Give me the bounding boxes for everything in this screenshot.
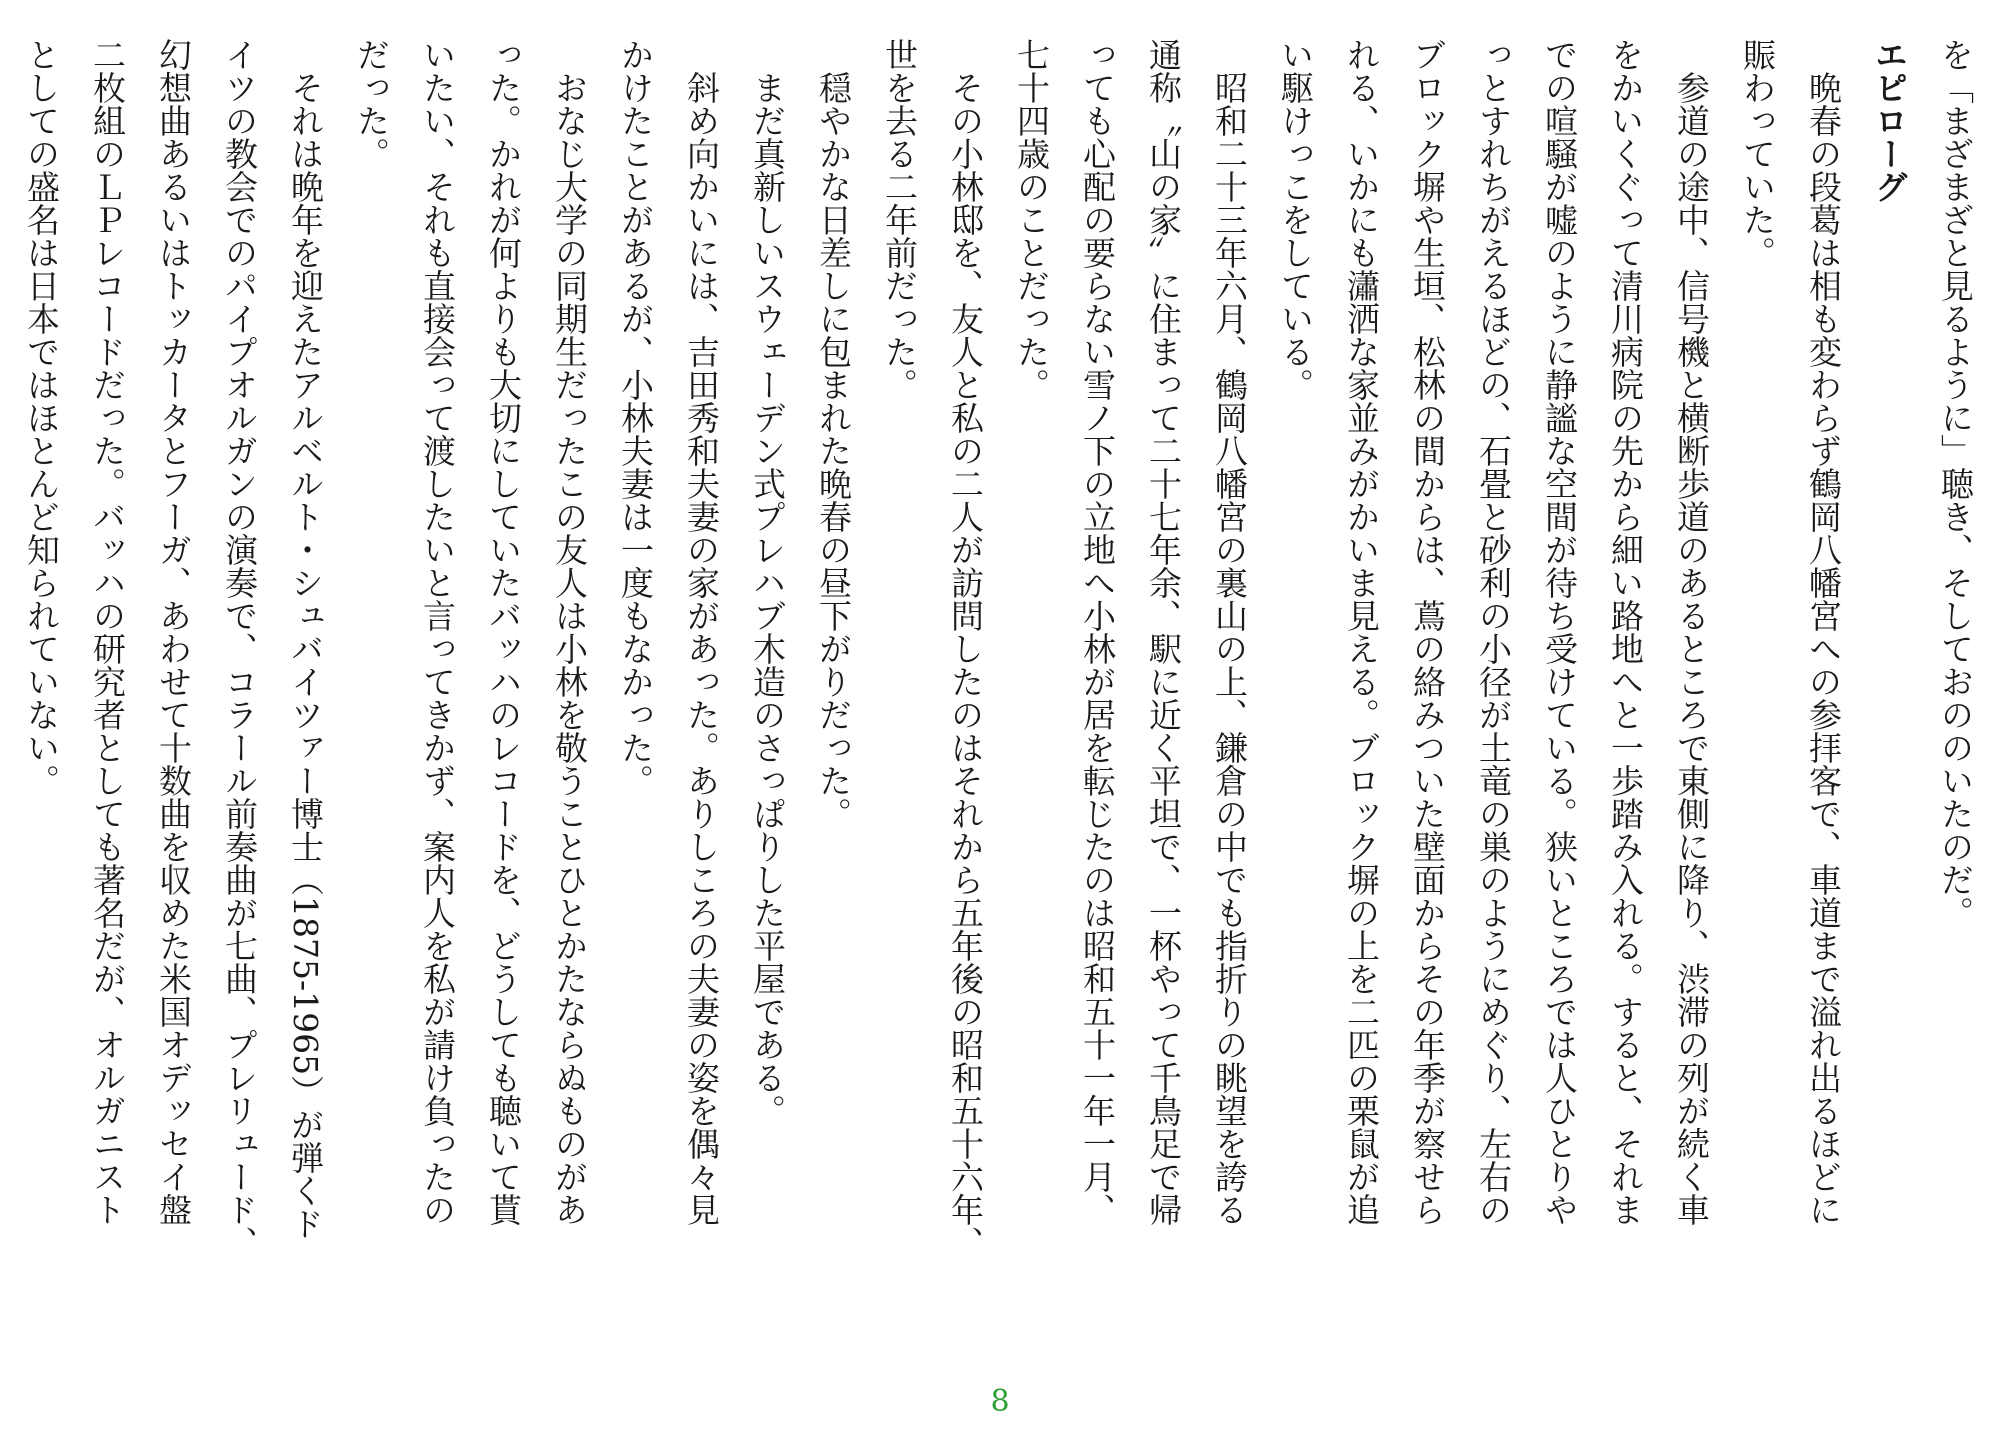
text-line: それは晩年を迎えたアルベルト・シュバイツァー博士（1875-1965）が弾くド <box>286 38 325 1241</box>
text-line: いたい、それも直接会って渡したいと言ってきかず、案内人を私が請け負ったの <box>418 38 457 1226</box>
text-line: った。かれが何よりも大切にしていたバッハのレコードを、どうしても聴いて貰 <box>484 38 523 1226</box>
text-line: っとすれちがえるほどの、石畳と砂利の小径が土竜の巣のようにめぐり、左右の <box>1474 38 1513 1226</box>
text-line: 穏やかな日差しに包まれた晩春の昼下がりだった。 <box>814 38 853 830</box>
text-line: っても心配の要らない雪ノ下の立地へ小林が居を転じたのは昭和五十一年一月、 <box>1078 38 1117 1226</box>
text-line: 二枚組のＬＰレコードだった。バッハの研究者としても著名だが、オルガニスト <box>88 38 127 1226</box>
text-line: その小林邸を、友人と私の二人が訪問したのはそれから五年後の昭和五十六年、 <box>946 38 985 1259</box>
text-line: だった。 <box>352 38 391 170</box>
text-line: ブロック塀や生垣、松林の間からは、蔦の絡みついた壁面からその年季が察せら <box>1408 38 1447 1226</box>
text-line: での喧騒が嘘のように静謐な空間が待ち受けている。狭いところでは人ひとりや <box>1540 38 1579 1226</box>
text-line: 世を去る二年前だった。 <box>880 38 919 401</box>
text-line: 通称〝山の家〟に住まって二十七年余、駅に近く平坦で、一杯やって千鳥足で帰 <box>1144 38 1183 1226</box>
text-line: かけたことがあるが、小林夫妻は一度もなかった。 <box>616 38 655 797</box>
text-line: を「まざまざと見るように」聴き、そしておののいたのだ。 <box>1936 38 1975 929</box>
vertical-text-body <box>8 38 1988 1398</box>
text-line: 賑わっていた。 <box>1738 38 1777 269</box>
text-line: 晩春の段葛は相も変わらず鶴岡八幡宮への参拝客で、車道まで溢れ出るほどに <box>1804 38 1843 1226</box>
text-line: 七十四歳のことだった。 <box>1012 38 1051 401</box>
page-number: 8 <box>990 1384 1010 1419</box>
text-line: イツの教会でのパイプオルガンの演奏で、コラール前奏曲が七曲、プレリュード、 <box>220 38 259 1259</box>
section-heading: エピローグ <box>1870 38 1909 203</box>
text-line: 昭和二十三年六月、鶴岡八幡宮の裏山の上、鎌倉の中でも指折りの眺望を誇る <box>1210 38 1249 1226</box>
text-line: い駆けっこをしている。 <box>1276 38 1315 401</box>
text-line: 斜め向かいには、吉田秀和夫妻の家があった。ありしころの夫妻の姿を偶々見 <box>682 38 721 1226</box>
text-line: 幻想曲あるいはトッカータとフーガ、あわせて十数曲を収めた米国オデッセイ盤 <box>154 38 193 1226</box>
text-line: としての盛名は日本ではほとんど知られていない。 <box>22 38 61 797</box>
text-line: をかいくぐって清川病院の先から細い路地へと一歩踏み入れる。すると、それま <box>1606 38 1645 1226</box>
text-line: まだ真新しいスウェーデン式プレハブ木造のさっぱりした平屋である。 <box>748 38 787 1127</box>
text-line: れる、いかにも瀟洒な家並みがかいま見える。ブロック塀の上を二匹の栗鼠が追 <box>1342 38 1381 1226</box>
text-line: おなじ大学の同期生だったこの友人は小林を敬うことひとかたならぬものがあ <box>550 38 589 1226</box>
text-line: 参道の途中、信号機と横断歩道のあるところで東側に降り、渋滞の列が続く車 <box>1672 38 1711 1226</box>
